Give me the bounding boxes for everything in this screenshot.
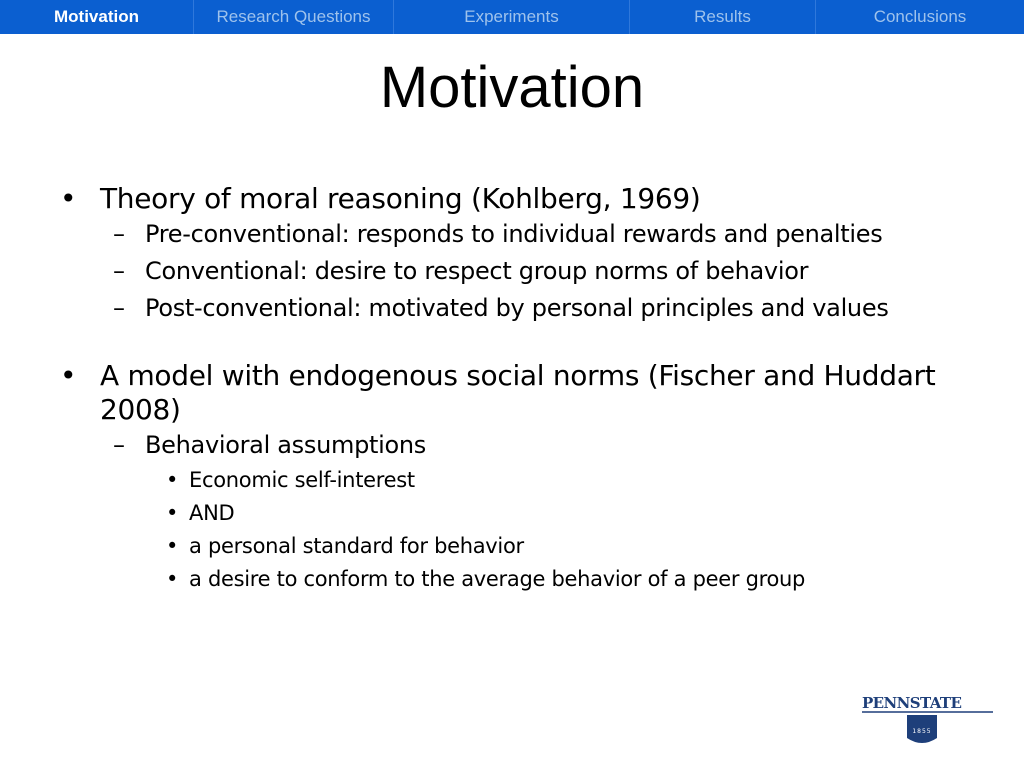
dash-marker: – [113, 257, 125, 285]
sub-sub-point-text: a desire to conform to the average behavior of a peer group [189, 567, 806, 591]
sub-sub-point-text: a personal standard for behavior [189, 534, 524, 558]
sub-point-text: Post-conventional: motivated by personal principles and values [145, 294, 889, 322]
pennstate-logo [862, 692, 994, 752]
sub-sub-point-text: Economic self-interest [189, 468, 415, 492]
sub-point-text: Behavioral assumptions [145, 431, 426, 459]
nav-tab-results[interactable]: Results [630, 0, 816, 34]
bullet-point [58, 182, 978, 216]
small-bullet-marker: • [166, 501, 179, 525]
section-navbar [0, 0, 1024, 34]
logo-wordmark: PENNSTATE [862, 694, 962, 712]
point-text: A model with endogenous social norms (Fischer and Huddart 2008) [100, 359, 936, 426]
small-bullet-marker: • [166, 567, 179, 591]
bullet-marker: • [60, 182, 77, 215]
sub-point-text: Conventional: desire to respect group norms of behavior [145, 257, 809, 285]
dash-marker: – [113, 294, 125, 322]
sub-sub-point-text: AND [189, 501, 235, 525]
sub-point [58, 290, 978, 327]
logo-year: 1855 [912, 728, 932, 735]
small-bullet-marker: • [166, 534, 179, 558]
sub-sub-point [58, 497, 978, 530]
sub-point-text: Pre-conventional: responds to individual rewards and penalties [145, 220, 883, 248]
slide-title: Motivation [379, 55, 645, 120]
sub-point [58, 216, 978, 253]
dash-marker: – [113, 431, 125, 459]
bullet-marker: • [60, 359, 77, 392]
slide-body [58, 178, 978, 596]
sub-sub-point [58, 464, 978, 497]
dash-marker: – [113, 220, 125, 248]
nav-tab-motivation[interactable]: Motivation [0, 0, 194, 34]
point-text: Theory of moral reasoning (Kohlberg, 1969) [100, 182, 701, 215]
bullet-point [58, 359, 978, 427]
nav-tab-conclusions[interactable]: Conclusions [873, 7, 967, 26]
sub-point [58, 253, 978, 290]
spacer [58, 327, 978, 355]
small-bullet-marker: • [166, 468, 179, 492]
sub-sub-point [58, 530, 978, 563]
nav-tab-research-questions[interactable]: Research Questions [194, 0, 394, 34]
nav-tab-experiments[interactable]: Experiments [394, 0, 630, 34]
sub-point [58, 427, 978, 464]
sub-sub-point [58, 563, 978, 596]
